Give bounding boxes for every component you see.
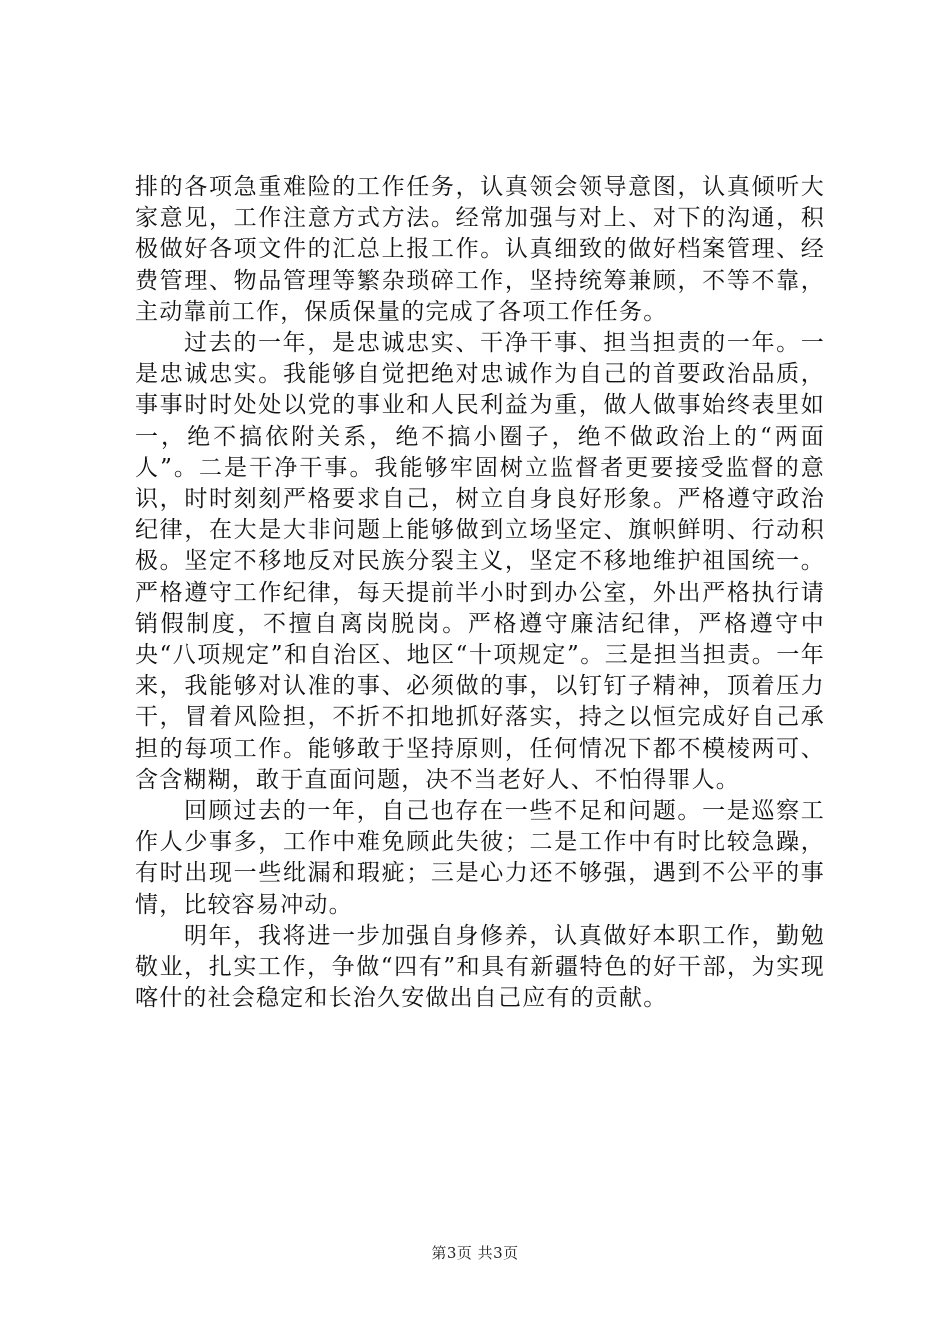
page-number-label: 第3页 共3页 [431,1244,519,1262]
paragraph-loyalty-integrity: 过去的一年，是忠诚忠实、干净干事、担当担责的一年。一是忠诚忠实。我能够自觉把绝对忠诚作为自己的首要政治品质，事事时时处处以党的事业和人民利益为重，做人做事始终表里如一，绝不搞依附关系，绝不搞小圈子，绝不做政治上的“两面人”。二是干净干事。我能够牢固树立监督者更要接受监督的意识，时时刻刻严格要求自己，树立自身良好形象。严格遵守政治纪律，在大是大非问题上能够做到立场坚定、旗帜鲜明、行动积极。坚定不移地反对民族分裂主义，坚定不移地维护祖国统一。严格遵守工作纪律，每天提前半小时到办公室，外出严格执行请销假制度，不擅自离岗脱岗。严格遵守廉洁纪律，严格遵守中央“八项规定”和自治区、地区“十项规定”。三是担当担责。一年来，我能够对认准的事、必须做的事，以钉钉子精神，顶着压力干，冒着风险担，不折不扣地抓好落实，持之以恒完成好自己承担的每项工作。能够敢于坚持原则，任何情况下都不模棱两可、含含糊糊，敢于直面问题，决不当老好人、不怕得罪人。 [135,330,825,793]
document-body [135,172,825,1014]
paragraph-continued-duties: 排的各项急重难险的工作任务，认真领会领导意图，认真倾听大家意见，工作注意方式方法。经常加强与对上、对下的沟通，积极做好各项文件的汇总上报工作。认真细致的做好档案管理、经费管理、物品管理等繁杂琐碎工作，坚持统筹兼顾，不等不靠，主动靠前工作，保质保量的完成了各项工作任务。 [135,174,825,325]
page-footer [0,1243,950,1263]
paragraph-shortcomings: 回顾过去的一年，自己也存在一些不足和问题。一是巡察工作人少事多，工作中难免顾此失彼；二是工作中有时比较急躁，有时出现一些纰漏和瑕疵；三是心力还不够强，遇到不公平的事情，比较容易冲动。 [135,798,825,918]
paragraph-next-year: 明年，我将进一步加强自身修养，认真做好本职工作，勤勉敬业，扎实工作，争做“四有”和具有新疆特色的好干部，为实现喀什的社会稳定和长治久安做出自己应有的贡献。 [135,922,825,1012]
